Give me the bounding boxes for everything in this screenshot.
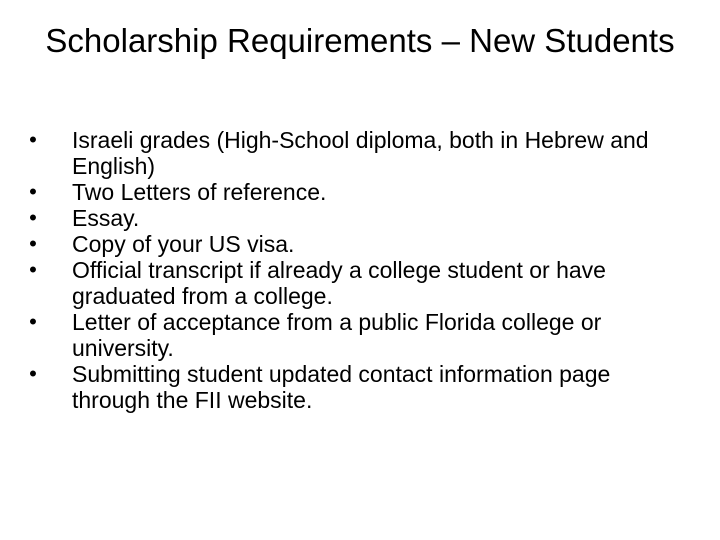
list-item bbox=[27, 231, 677, 257]
bullet-icon: • bbox=[29, 309, 37, 334]
bullet-icon: • bbox=[29, 179, 37, 204]
bullet-icon: • bbox=[29, 127, 37, 152]
list-item-text: Two Letters of reference. bbox=[72, 179, 327, 205]
list-item bbox=[27, 127, 677, 179]
list-item bbox=[27, 205, 677, 231]
slide-title: Scholarship Requirements – New Students bbox=[45, 22, 675, 59]
requirements-list bbox=[27, 127, 677, 413]
list-item-text: Essay. bbox=[72, 205, 140, 231]
list-item-text: Letter of acceptance from a public Florida college or university. bbox=[72, 309, 602, 361]
list-item bbox=[27, 361, 677, 413]
list-item-text: Submitting student updated contact information page through the FII website. bbox=[72, 361, 611, 413]
list-item bbox=[27, 257, 677, 309]
list-item-text: Official transcript if already a college student or have graduated from a college. bbox=[72, 257, 606, 309]
bullet-icon: • bbox=[29, 361, 37, 386]
bullet-icon: • bbox=[29, 205, 37, 230]
bullet-icon: • bbox=[29, 257, 37, 282]
list-item-text: Copy of your US visa. bbox=[72, 231, 295, 257]
bullet-icon: • bbox=[29, 231, 37, 256]
list-item-text: Israeli grades (High-School diploma, both in Hebrew and English) bbox=[72, 127, 649, 179]
list-item bbox=[27, 309, 677, 361]
list-item bbox=[27, 179, 677, 205]
